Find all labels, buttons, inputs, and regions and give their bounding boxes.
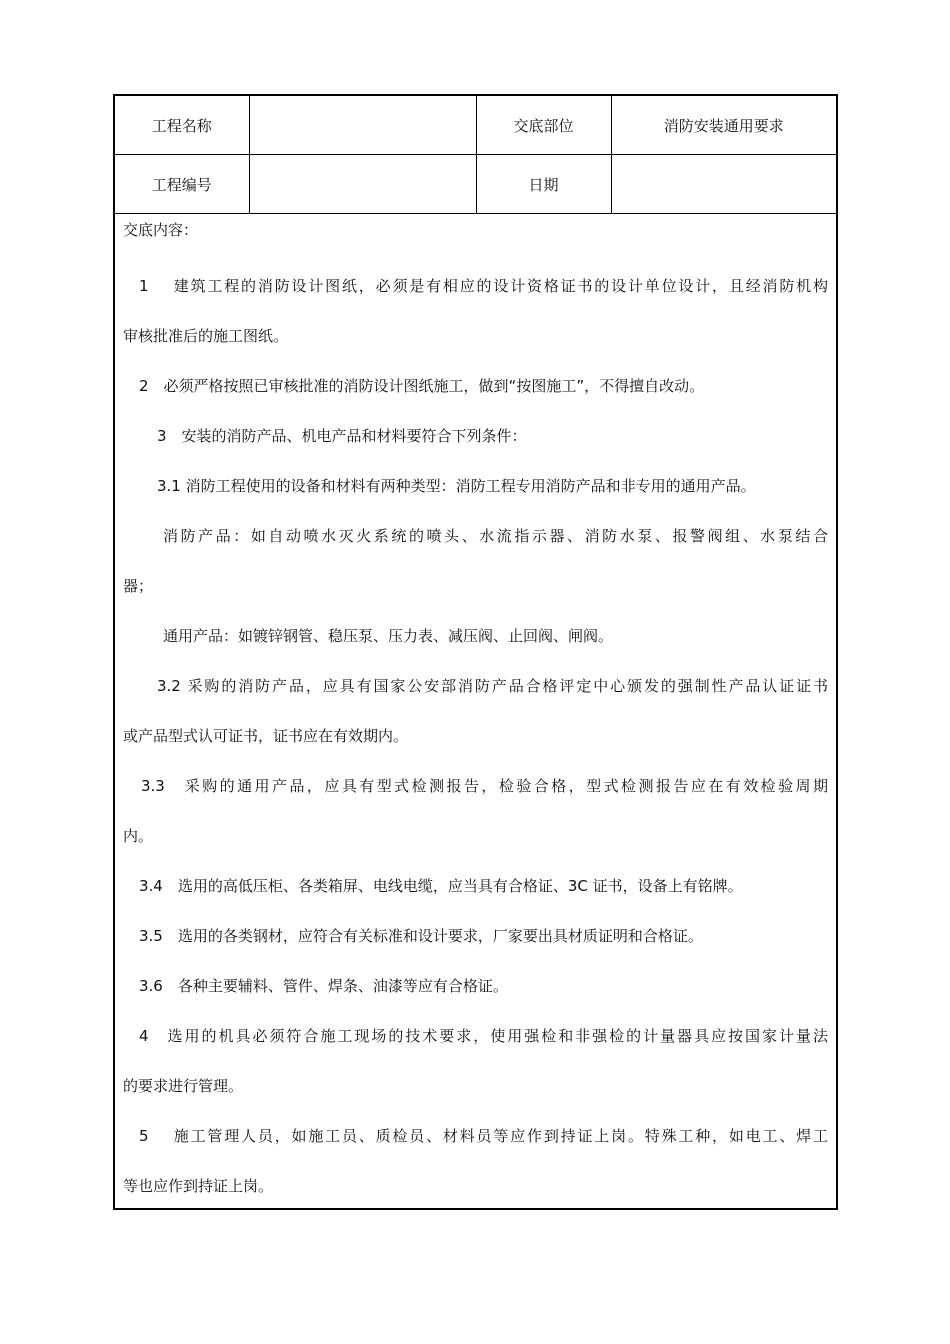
content-line: 3.3 采购的通用产品，应具有型式检测报告，检验合格，型式检测报告应在有效检验周期 bbox=[141, 777, 828, 795]
content-line: 3 安装的消防产品、机电产品和材料要符合下列条件： bbox=[157, 427, 527, 445]
content-line: 内。 bbox=[123, 827, 154, 845]
disclosure-form bbox=[113, 94, 838, 1210]
project-number-value[interactable] bbox=[249, 155, 476, 214]
content-line: 审核批准后的施工图纸。 bbox=[123, 327, 289, 345]
date-value[interactable] bbox=[611, 155, 836, 214]
project-name-label: 工程名称 bbox=[115, 96, 249, 155]
header-row-project-name bbox=[115, 96, 836, 155]
content-title: 交底内容： bbox=[123, 221, 199, 239]
content-line: 3.4 选用的高低压柜、各类箱屏、电线电缆，应当具有合格证、3C 证书，设备上有铭牌。 bbox=[139, 877, 743, 895]
header-row-project-number bbox=[115, 155, 836, 214]
content-line: 5 施工管理人员，如施工员、质检员、材料员等应作到持证上岗。特殊工种，如电工、焊工 bbox=[139, 1127, 828, 1145]
content-line: 3.2 采购的消防产品，应具有国家公安部消防产品合格评定中心颁发的强制性产品认证证书 bbox=[157, 677, 828, 695]
date-label: 日期 bbox=[476, 155, 611, 214]
disclosure-part-label: 交底部位 bbox=[476, 96, 611, 155]
content-line: 3.1 消防工程使用的设备和材料有两种类型：消防工程专用消防产品和非专用的通用产品。 bbox=[157, 477, 756, 495]
content-line: 2 必须严格按照已审核批准的消防设计图纸施工，做到“按图施工”，不得擅自改动。 bbox=[139, 377, 705, 395]
content-line: 消防产品：如自动喷水灭火系统的喷头、水流指示器、消防水泵、报警阀组、水泵结合 bbox=[163, 527, 828, 545]
content-line: 或产品型式认可证书，证书应在有效期内。 bbox=[123, 727, 409, 745]
content-line: 4 选用的机具必须符合施工现场的技术要求，使用强检和非强检的计量器具应按国家计量法 bbox=[139, 1027, 828, 1045]
content-line: 3.5 选用的各类钢材，应符合有关标准和设计要求，厂家要出具材质证明和合格证。 bbox=[139, 927, 703, 945]
content-line: 1 建筑工程的消防设计图纸，必须是有相应的设计资格证书的设计单位设计，且经消防机构 bbox=[139, 277, 828, 295]
content-line: 的要求进行管理。 bbox=[123, 1077, 244, 1095]
project-number-label: 工程编号 bbox=[115, 155, 249, 214]
project-name-value[interactable] bbox=[249, 96, 476, 155]
content-line: 通用产品：如镀锌钢管、稳压泵、压力表、减压阀、止回阀、闸阀。 bbox=[163, 627, 614, 645]
content-line: 等也应作到持证上岗。 bbox=[123, 1177, 274, 1195]
header-table bbox=[115, 96, 836, 214]
content-line: 3.6 各种主要辅料、管件、焊条、油漆等应有合格证。 bbox=[139, 977, 508, 995]
disclosure-part-value[interactable]: 消防安装通用要求 bbox=[611, 96, 836, 155]
content-line: 器； bbox=[123, 577, 154, 595]
